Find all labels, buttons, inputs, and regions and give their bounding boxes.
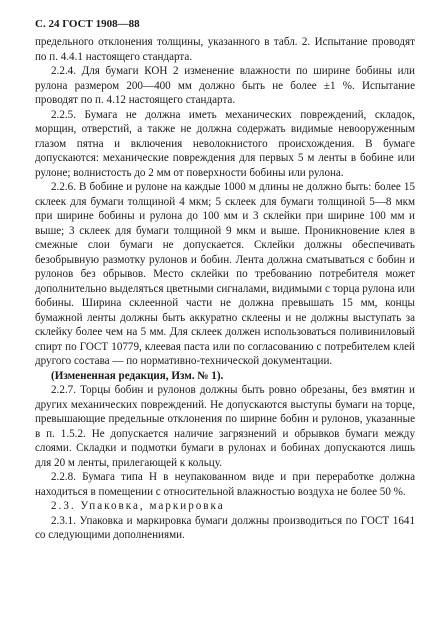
paragraph-continuation: предельного отклонения толщины, указанного в табл. 2. Испытание проводят по п. 4.4.1 настоящего стандарта. <box>35 36 415 63</box>
paragraph-2-2-7: 2.2.7. Торцы бобин и рулонов должны быть ровно обрезаны, без вмятин и других механических повреждений. Не допускаются выступы бумаги на торце, превышающие предельные отклонения по ширине бобин и рулонов, указанные в п. 1.5.2. Не допускается наличие загрязнений и обрывков бумаги между слоями. Складки и подмотки бумаги в рулонах и бобинах допускаются лишь для 20 м ленты, прилегающей к кольцу. <box>35 384 415 469</box>
page-header: С. 24 ГОСТ 1908—88 <box>35 18 140 30</box>
paragraph-2-2-5: 2.2.5. Бумага не должна иметь механических повреждений, складок, морщин, отверстий, а также не должна содержать видимые невооруженным глазом пятна и включения неволокнистого происхождения. В бумаге допускаются: механические повреждения для первых 5 м ленты в бобине или рулоне; волнистость до 2 мм от поверхности бобины или рулона. <box>35 108 415 179</box>
paragraph-2-3-1: 2.3.1. Упаковка и маркировка бумаги должны производиться по ГОСТ 1641 со следующими дополнениями. <box>35 514 415 541</box>
amendment-note: (Измененная редакция, Изм. № 1). <box>51 369 224 382</box>
section-heading-2-3: 2.3. Упаковка, маркировка <box>51 500 225 512</box>
paragraph-2-2-6: 2.2.6. В бобине и рулоне на каждые 1000 м длины не должно быть: более 15 склеек для бумаги толщиной 4 мкм; 5 склеек для бумаги толщиной 5—8 мкм при ширине бобины и рулона до 100 мм и 3 склейки при ширине 100 мм и выше; 3 склеек для бумаги толщиной 9 мкм и выше. Проникновение клея в смежные слои бумаги не допускается. Склейки должны обеспечивать безобрывную размотку рулонов и бобин. Лента должна сматываться с бобин и рулонов без обрывов. Место склейки по требованию потребителя может дополнительно выделяться цветными сигналами, видимыми с торца рулона или бобины. Ширина склеенной части не должна превышать 15 мм, концы бумажной ленты должны быть аккуратно склеены и не должны выступать за склейку более чем на 5 мм. Для склеек должен использоваться поливиниловый спирт по ГОСТ 10779, клеевая паста или по согласованию с потребителем клей другого состава — по нормативно-технической документации. <box>35 181 415 367</box>
paragraph-2-2-8: 2.2.8. Бумага типа Н в неупакованном виде и при переработке должна находиться в помещении с относительной влажностью воздуха не более 50 %. <box>35 471 415 498</box>
document-body <box>35 35 415 543</box>
paragraph-2-2-4: 2.2.4. Для бумаги КОН 2 изменение влажности по ширине бобины или рулона размером 200—400 мм должно быть не более ±1 %. Испытание проводят по п. 4.12 настоящего стандарта. <box>35 65 415 106</box>
